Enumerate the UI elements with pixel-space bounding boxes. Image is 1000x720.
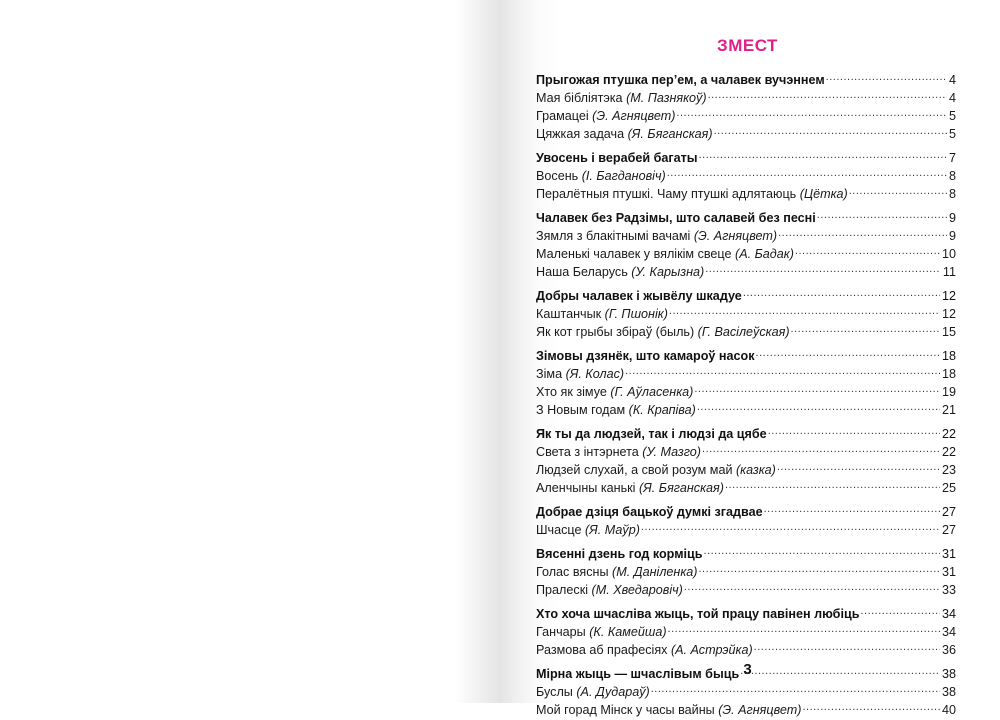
entry-title-text: Пралескі [536, 583, 592, 597]
toc-section [536, 498, 956, 537]
page-ref: 18 [941, 349, 956, 363]
dot-leader [743, 282, 940, 300]
entry-title-text: Восень [536, 169, 582, 183]
toc-section-heading[interactable] [536, 282, 956, 303]
dot-leader [768, 420, 940, 438]
entry-title [536, 227, 777, 245]
entry-title [536, 305, 668, 323]
entry-title [536, 521, 640, 539]
section-title: Увосень і верабей багаты [536, 151, 698, 165]
page-ref: 12 [941, 289, 956, 303]
entry-title-text: Наша Беларусь [536, 265, 632, 279]
toc-section-heading[interactable] [536, 540, 956, 561]
section-title: Вясенні дзень год корміць [536, 547, 703, 561]
entry-author: (А. Бадак) [735, 247, 794, 261]
entry-author: (казка) [735, 463, 776, 477]
dot-leader [667, 162, 947, 180]
page-ref: 27 [941, 505, 956, 519]
section-title: Чалавек без Радзімы, што салавей без песні [536, 211, 816, 225]
dot-leader [705, 258, 941, 276]
page-ref: 9 [948, 229, 956, 243]
page-ref: 7 [948, 151, 956, 165]
entry-author: (М. Даніленка) [612, 565, 698, 579]
section-title: Добры чалавек і жывёлу шкадуе [536, 289, 742, 303]
dot-leader [625, 360, 940, 378]
dot-leader [684, 576, 940, 594]
page-ref: 38 [941, 667, 956, 681]
entry-author: (Э. Агняцвет) [693, 229, 778, 243]
dot-leader [702, 438, 940, 456]
page-ref: 40 [941, 703, 956, 717]
entry-title-text: Зіма [536, 367, 566, 381]
page-ref: 22 [941, 445, 956, 459]
page-ref: 8 [948, 187, 956, 201]
entry-title-text: Каштанчык [536, 307, 605, 321]
page-ref: 15 [941, 325, 956, 339]
entry-title [536, 323, 790, 341]
dot-leader [694, 378, 940, 396]
dot-leader [699, 144, 947, 162]
entry-author: (Э. Агняцвет) [718, 703, 802, 717]
entry-title [536, 641, 753, 659]
page-ref: 4 [948, 91, 956, 105]
entry-title-text: Грамацеі [536, 109, 593, 123]
entry-author: (Я. Колас) [565, 367, 625, 381]
page-ref: 38 [941, 685, 956, 699]
section-title: Як ты да людзей, так і людзі да цябе [536, 427, 767, 441]
page-ref: 5 [948, 127, 956, 141]
dot-leader [791, 318, 940, 336]
toc-section-heading[interactable] [536, 342, 956, 363]
toc-section [536, 204, 956, 279]
entry-title [536, 401, 696, 419]
entry-title [536, 479, 724, 497]
toc-section [536, 282, 956, 339]
entry-author: (Г. Пшонік) [604, 307, 668, 321]
dot-leader [676, 102, 947, 120]
dot-leader [826, 66, 947, 84]
dot-leader [641, 516, 940, 534]
entry-author: (У. Мазго) [642, 445, 702, 459]
entry-title [536, 623, 667, 641]
entry-title [536, 125, 713, 143]
entry-author: (М. Пазнякоў) [626, 91, 707, 105]
entry-author: (Г. Аўласенка) [610, 385, 694, 399]
entry-title-text: Ганчары [536, 625, 590, 639]
entry-author: (Я. Бяганская) [627, 127, 713, 141]
page-ref: 33 [941, 583, 956, 597]
dot-leader [704, 540, 940, 558]
toc-section [536, 420, 956, 495]
entry-title [536, 107, 675, 125]
entry-title-text: Буслы [536, 685, 577, 699]
dot-leader [697, 396, 940, 414]
entry-title-text: Цяжкая задача [536, 127, 628, 141]
entry-title-text: Голас вясны [536, 565, 613, 579]
entry-title-text: Людзей слухай, а свой розум май [536, 463, 736, 477]
entry-title [536, 383, 693, 401]
toc-section-heading[interactable] [536, 420, 956, 441]
page-ref: 10 [941, 247, 956, 261]
dot-leader [849, 180, 947, 198]
toc-section-heading[interactable] [536, 144, 956, 165]
page-number: 3 [743, 661, 752, 678]
entry-author: (І. Багдановіч) [581, 169, 666, 183]
entry-title-text: Мая бібліятэка [536, 91, 627, 105]
toc-section-heading[interactable] [536, 66, 956, 87]
entry-title [536, 185, 848, 203]
entry-title-text: Шчасце [536, 523, 585, 537]
page-ref: 22 [941, 427, 956, 441]
entry-title [536, 365, 624, 383]
dot-leader [764, 498, 940, 516]
table-of-contents [536, 66, 956, 720]
page-ref: 31 [941, 547, 956, 561]
entry-title [536, 167, 666, 185]
section-title: Хто хоча шчасліва жыць, той працу павінен любіць [536, 607, 860, 621]
toc-section [536, 66, 956, 141]
page-ref: 21 [941, 403, 956, 417]
entry-title-text: Хто як зімуе [536, 385, 611, 399]
entry-author: (Я. Бяганская) [638, 481, 724, 495]
dot-leader [668, 618, 940, 636]
page-ref: 23 [941, 463, 956, 477]
entry-author: (К. Крапіва) [628, 403, 696, 417]
entry-title-text: Мой горад Мінск у часы вайны [536, 703, 719, 717]
page-ref: 19 [941, 385, 956, 399]
entry-title-text: Маленькі чалавек у вялікім свеце [536, 247, 735, 261]
entry-title-text: Размова аб прафесіях [536, 643, 671, 657]
entry-title-text: З Новым годам [536, 403, 629, 417]
dot-leader [777, 456, 940, 474]
dot-leader [714, 120, 947, 138]
entry-title [536, 701, 801, 719]
entry-title-text: Пералётныя птушкі. Чаму птушкі адлятаюць [536, 187, 800, 201]
dot-leader [699, 558, 940, 576]
dot-leader [802, 696, 940, 714]
page-ref: 11 [942, 265, 956, 279]
toc-section-heading[interactable] [536, 498, 956, 519]
entry-title-text: Як кот грыбы збіраў (быль) [536, 325, 698, 339]
dot-leader [708, 84, 947, 102]
entry-author: (А. Дудараў) [576, 685, 650, 699]
page-title: ЗМЕСТ [717, 36, 778, 55]
entry-title [536, 563, 698, 581]
entry-author: (Э. Агняцвет) [592, 109, 676, 123]
entry-title [536, 443, 701, 461]
page-ref: 34 [941, 607, 956, 621]
page-ref: 34 [941, 625, 956, 639]
section-title: Прыгожая птушка пер’ем, а чалавек вучэннем [536, 73, 825, 87]
entry-title-text: Света з інтэрнета [536, 445, 643, 459]
page-ref: 25 [941, 481, 956, 495]
entry-title [536, 263, 704, 281]
dot-leader [817, 204, 947, 222]
toc-section-heading[interactable] [536, 600, 956, 621]
page-ref: 4 [948, 73, 956, 87]
entry-author: (Я. Маўр) [584, 523, 640, 537]
page-ref: 12 [941, 307, 956, 321]
dot-leader [756, 342, 940, 360]
section-title: Мірна жыць — шчаслівым быць [536, 667, 740, 681]
toc-section [536, 144, 956, 201]
toc-section [536, 540, 956, 597]
page-ref: 27 [941, 523, 956, 537]
entry-title [536, 683, 650, 701]
page-ref: 31 [941, 565, 956, 579]
dot-leader [725, 474, 940, 492]
entry-author: (У. Карызна) [631, 265, 705, 279]
dot-leader [778, 222, 947, 240]
toc-section [536, 600, 956, 657]
section-title: Добрае дзіця бацькоў думкі згадвае [536, 505, 763, 519]
dot-leader [860, 600, 940, 618]
entry-title-text: Зямля з блакітнымі вачамі [536, 229, 694, 243]
toc-section [536, 342, 956, 417]
entry-title [536, 581, 683, 599]
page-ref: 36 [941, 643, 956, 657]
dot-leader [795, 240, 940, 258]
entry-title-text: Аленчыны канькі [536, 481, 639, 495]
page-ref: 5 [948, 109, 956, 123]
dot-leader [651, 678, 940, 696]
entry-author: (М. Хведаровіч) [591, 583, 683, 597]
section-title: Зімовы дзянёк, што камароў насок [536, 349, 755, 363]
page-ref: 8 [948, 169, 956, 183]
entry-author: (К. Камейша) [589, 625, 667, 639]
dot-leader [669, 300, 940, 318]
entry-author: (Цётка) [799, 187, 848, 201]
dot-leader [754, 636, 940, 654]
entry-author: (А. Астрэйка) [670, 643, 753, 657]
page-ref: 9 [948, 211, 956, 225]
page-ref: 18 [941, 367, 956, 381]
toc-section-heading[interactable] [536, 204, 956, 225]
entry-author: (Г. Васілеўская) [697, 325, 790, 339]
